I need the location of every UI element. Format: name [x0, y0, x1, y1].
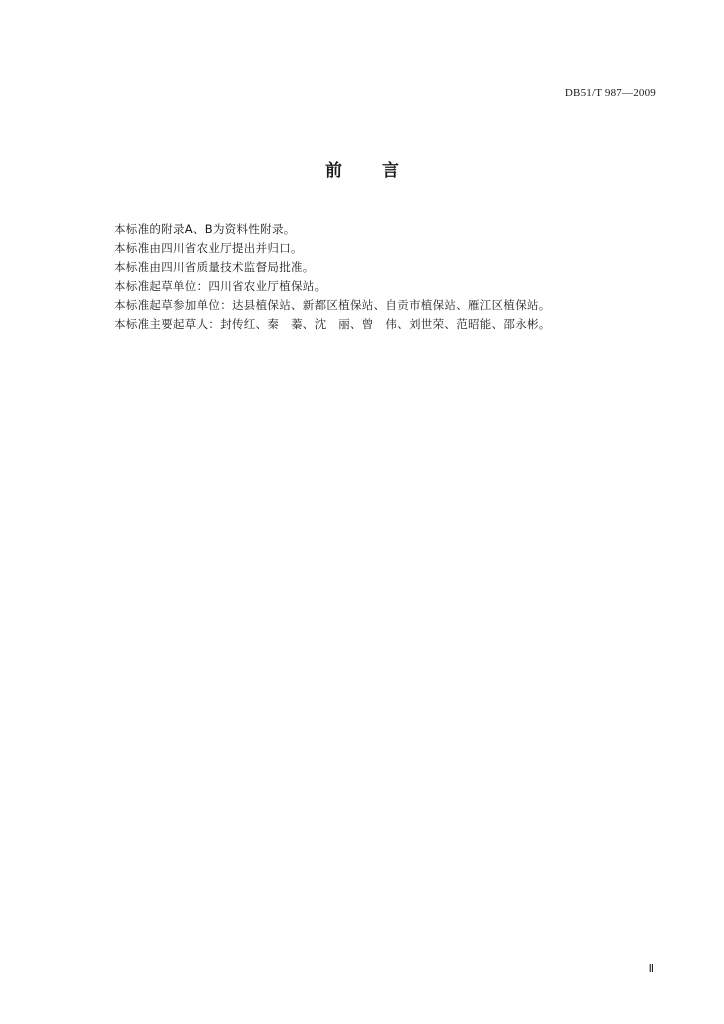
paragraph-approver: 本标准由四川省质量技术监督局批准。 — [114, 260, 315, 274]
paragraph-proposer: 本标准由四川省农业厅提出并归口。 — [114, 241, 303, 255]
paragraph-participating-units: 本标准起草参加单位：达县植保站、新都区植保站、自贡市植保站、雁江区植保站。 — [114, 298, 551, 312]
title-char-2: 言 — [382, 161, 399, 181]
paragraph-drafting-unit: 本标准起草单位：四川省农业厅植保站。 — [114, 279, 327, 293]
paragraph-drafters: 本标准主要起草人：封传红、秦 蓁、沈 丽、曾 伟、刘世荣、范昭能、邵永彬。 — [114, 317, 551, 331]
page-title — [0, 156, 724, 181]
foreword-body — [114, 220, 674, 334]
page-number: Ⅱ — [648, 963, 654, 975]
document-code: DB51/T 987—2009 — [564, 87, 656, 99]
title-char-1: 前 — [325, 161, 342, 181]
paragraph-appendix: 本标准的附录A、B为资料性附录。 — [114, 222, 296, 236]
